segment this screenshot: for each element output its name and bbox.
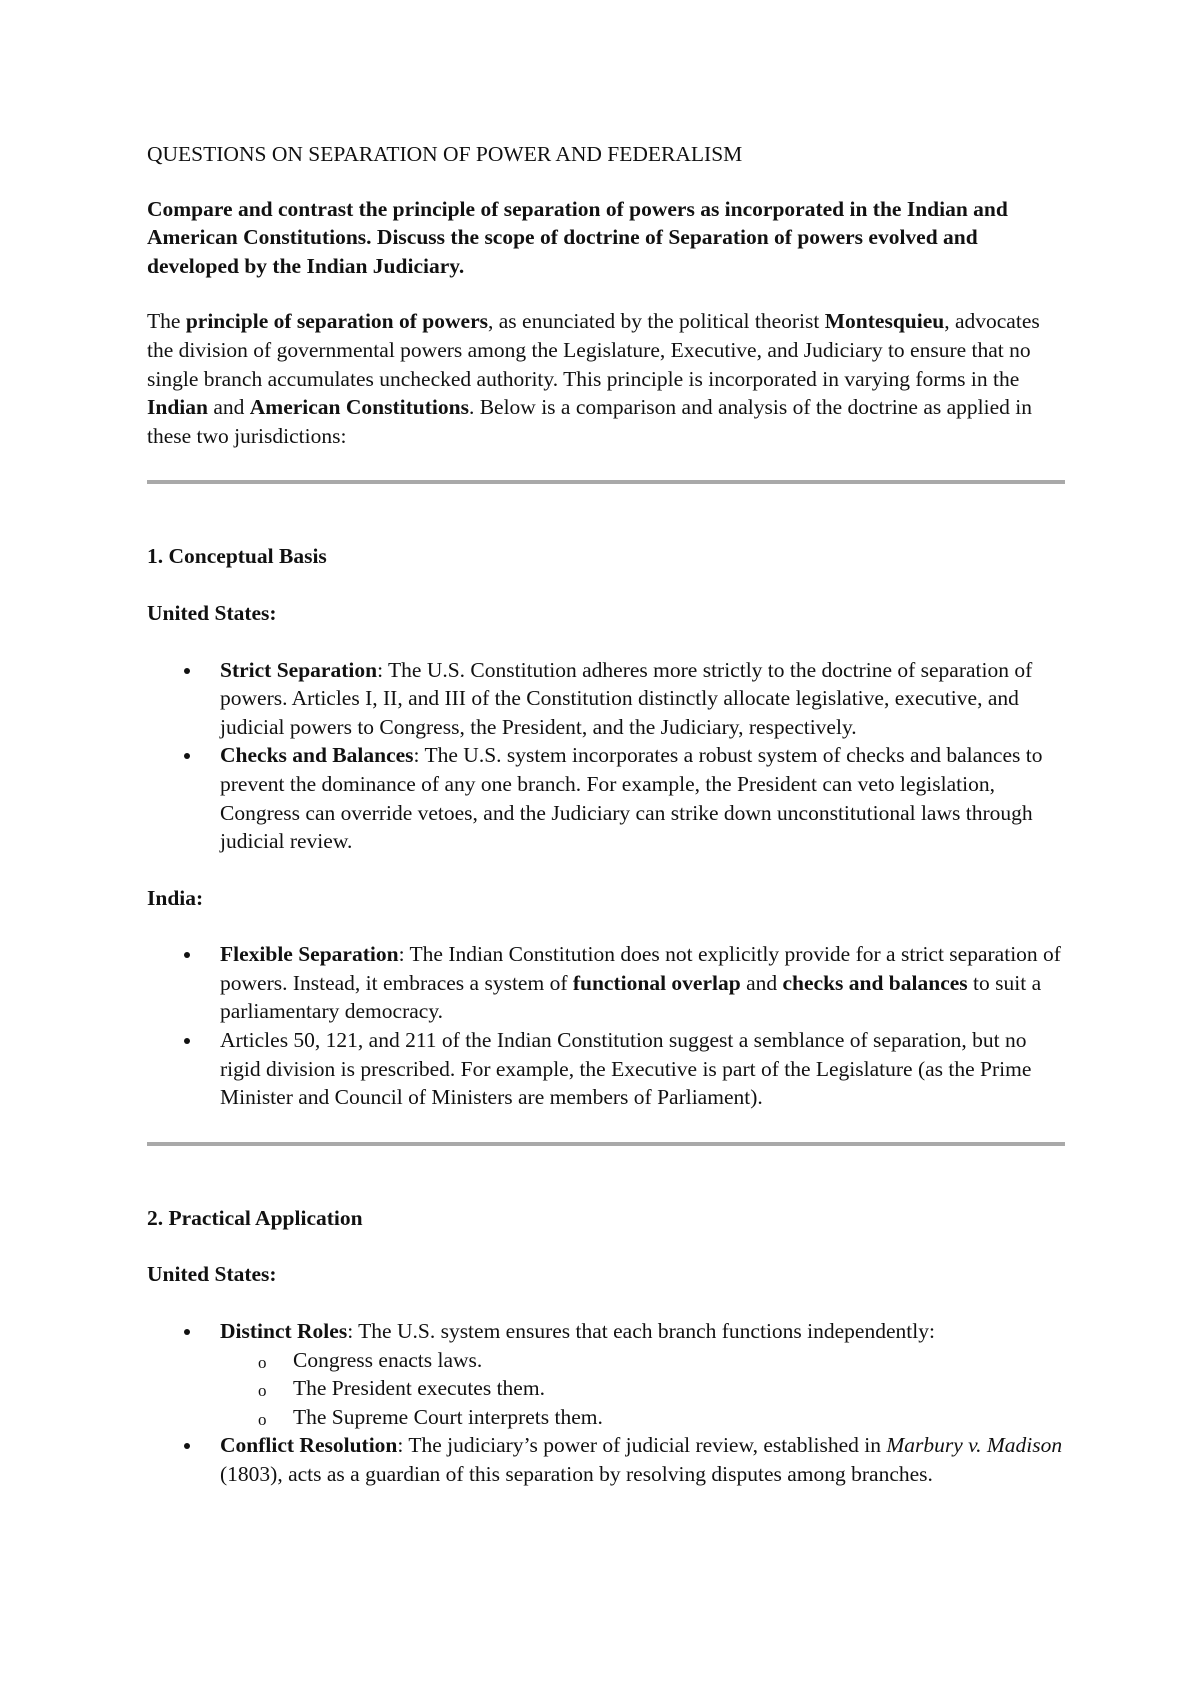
bullet-icon <box>184 952 190 958</box>
section-heading-practical-application: 2. Practical Application <box>147 1205 363 1230</box>
circle-bullet-icon: o <box>258 1409 267 1429</box>
intro-bold-american: American Constitutions <box>249 395 469 420</box>
list-item-text: Articles 50, 121, and 211 of the Indian Constitution suggest a semblance of separation, but no rigid division is prescribed. For example, the Executive is part of the Legislature (as the Prime Minister and Council of Ministers are members of Parliament). <box>220 1028 1032 1110</box>
section-heading-conceptual-basis: 1. Conceptual Basis <box>147 544 327 569</box>
bullet-icon <box>184 1443 190 1449</box>
intro-bold-principle: principle of separation of powers <box>185 309 488 334</box>
list-item-term: Strict Separation <box>220 657 378 682</box>
intro-text-3: , advocates the division of governmental powers among the Legislature, Executive, and Judiciary to ensure that no single branch accumulates unchecked authority. This principle is incorporated in varying forms in the <box>147 309 1040 391</box>
list-item <box>147 1026 1067 1112</box>
bullet-icon <box>184 1038 190 1044</box>
list-item-bold: checks and balances <box>782 970 968 995</box>
list-item-term: Conflict Resolution <box>220 1433 398 1458</box>
intro-bold-montesquieu: Montesquieu <box>824 309 945 334</box>
intro-paragraph <box>147 307 1067 450</box>
subheading-united-states: United States: <box>147 600 277 625</box>
list-item-term: Distinct Roles <box>220 1319 348 1344</box>
circle-bullet-icon: o <box>258 1352 267 1372</box>
list-item-text: to suit a parliamentary democracy. <box>220 970 1042 1024</box>
intro-text-2: , as enunciated by the political theorist <box>488 309 825 334</box>
list-item-bold: functional overlap <box>572 970 741 995</box>
document-page <box>147 140 1067 1517</box>
sub-list-item <box>147 1403 1067 1432</box>
bullet-icon <box>184 1329 190 1335</box>
intro-bold-indian: Indian <box>147 395 208 420</box>
list-item-term: Flexible Separation <box>220 942 399 967</box>
sub-list-item-text: Congress enacts laws. <box>293 1347 483 1372</box>
bullet-icon <box>184 753 190 759</box>
intro-text-5: . Below is a comparison and analysis of the doctrine as applied in these two jurisdictions: <box>147 395 1032 448</box>
horizontal-rule-1 <box>147 480 1065 484</box>
list-item-text: and <box>740 970 783 995</box>
sub-list-item <box>147 1346 1067 1375</box>
list-item-text: : The judiciary’s power of judicial review, established in <box>397 1433 887 1458</box>
sub-list <box>220 1346 1067 1432</box>
sub-list-item-text: The President executes them. <box>293 1376 545 1401</box>
list-item-text: : The U.S. Constitution adheres more strictly to the doctrine of separation of powers. Articles I, II, and III of the Constitution distinctly allocate legislative, executive, and judicial powers to Congress, the President, and the Judiciary, respectively. <box>220 657 1033 739</box>
question-text: Compare and contrast the principle of separation of powers as incorporated in the Indian and American Constitutions. Discuss the scope of doctrine of Separation of powers evolved and developed by the Indian Judiciary. <box>147 196 1008 278</box>
list-item-text: (1803), acts as a guardian of this separation by resolving disputes among branches. <box>220 1462 933 1486</box>
list-item <box>147 656 1067 742</box>
india-bullet-list <box>147 940 1067 1112</box>
intro-text-1: The <box>147 309 186 334</box>
list-item-text: : The U.S. system incorporates a robust system of checks and balances to prevent the dominance of any one branch. For example, the President can veto legislation, Congress can override vetoes, and the Judiciary can strike down unconstitutional laws through judicial review. <box>220 743 1043 854</box>
list-item-term: Checks and Balances <box>220 743 414 768</box>
document-title: QUESTIONS ON SEPARATION OF POWER AND FEDERALISM <box>147 142 743 166</box>
circle-bullet-icon: o <box>258 1381 267 1401</box>
intro-text-4: and <box>207 395 250 420</box>
bullet-icon <box>184 668 190 674</box>
list-item <box>147 1317 1067 1431</box>
horizontal-rule-2 <box>147 1142 1065 1146</box>
list-item <box>147 940 1067 1026</box>
case-citation: Marbury v. Madison <box>886 1433 1063 1458</box>
subheading-united-states-2: United States: <box>147 1262 277 1287</box>
list-item-text: : The Indian Constitution does not explicitly provide for a strict separation of powers. Instead, it embraces a system of <box>220 942 1061 995</box>
list-item-text: : The U.S. system ensures that each branch functions independently: <box>347 1319 935 1344</box>
list-item <box>147 1431 1067 1488</box>
us-bullet-list <box>147 656 1067 856</box>
sub-list-item <box>147 1374 1067 1403</box>
us-practical-bullet-list <box>147 1317 1067 1489</box>
sub-list-item-text: The Supreme Court interprets them. <box>293 1404 603 1429</box>
list-item <box>147 741 1067 855</box>
subheading-india: India: <box>147 885 204 910</box>
